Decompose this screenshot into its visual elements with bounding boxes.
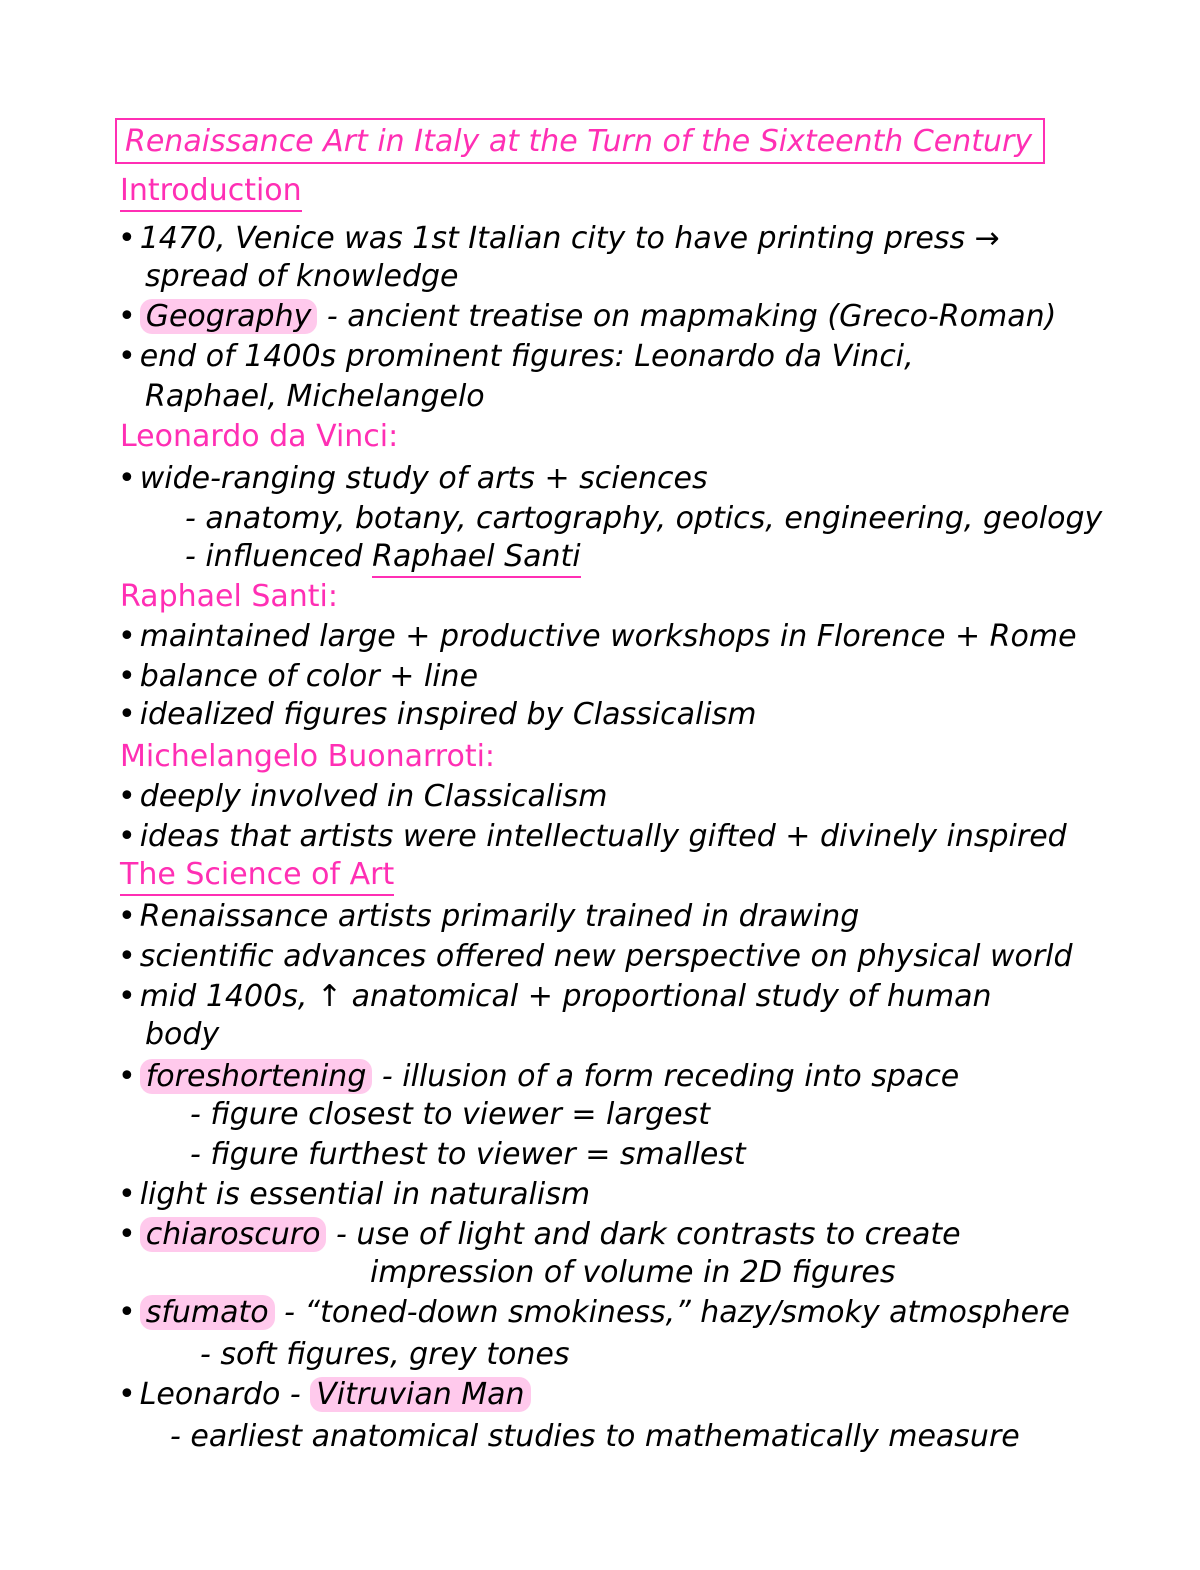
section-heading-science-of-art bbox=[120, 856, 394, 894]
note-line bbox=[118, 818, 1067, 856]
note-text: - figure closest to viewer = largest bbox=[190, 1097, 711, 1132]
note-line bbox=[118, 460, 708, 498]
note-text: mid 1400s, ↑ anatomical + proportional study of human bbox=[139, 979, 992, 1014]
note-line bbox=[145, 258, 459, 296]
bullet-icon: • bbox=[118, 1377, 136, 1412]
note-line bbox=[118, 1216, 961, 1254]
note-text: - illusion of a form receding into space bbox=[372, 1059, 960, 1094]
bullet-icon: • bbox=[118, 461, 136, 496]
note-text: - “toned-down smokiness,” hazy/smoky atmosphere bbox=[274, 1295, 1070, 1330]
bullet-icon: • bbox=[118, 939, 136, 974]
note-line bbox=[145, 378, 485, 416]
note-text: spread of knowledge bbox=[145, 259, 459, 294]
section-heading-introduction bbox=[120, 172, 302, 210]
heading-text: Michelangelo Buonarroti: bbox=[120, 739, 496, 774]
note-line bbox=[170, 1418, 1020, 1456]
page-title: Renaissance Art in Italy at the Turn of the Sixteenth Century bbox=[125, 124, 1033, 159]
highlighted-term: foreshortening bbox=[140, 1059, 373, 1094]
section-heading-michelangelo bbox=[120, 738, 495, 776]
note-line bbox=[118, 1376, 531, 1414]
bullet-icon: • bbox=[118, 697, 136, 732]
bullet-icon: • bbox=[118, 1059, 136, 1094]
note-text: maintained large + productive workshops in Florence + Rome bbox=[139, 619, 1077, 654]
heading-text: Raphael Santi: bbox=[120, 579, 338, 614]
bullet-icon: • bbox=[118, 1177, 136, 1212]
note-line bbox=[185, 538, 581, 576]
title-box bbox=[115, 118, 1045, 164]
bullet-icon: • bbox=[118, 779, 136, 814]
highlighted-term: chiaroscuro bbox=[140, 1217, 327, 1252]
note-line bbox=[190, 1096, 710, 1134]
note-line bbox=[118, 938, 1073, 976]
note-line bbox=[200, 1336, 569, 1374]
bullet-icon: • bbox=[118, 619, 136, 654]
note-text: Leonardo - bbox=[139, 1377, 311, 1412]
note-line bbox=[370, 1254, 895, 1292]
heading-text: The Science of Art bbox=[120, 857, 394, 896]
note-line bbox=[118, 696, 757, 734]
note-line bbox=[145, 1016, 219, 1054]
note-line bbox=[118, 1058, 959, 1096]
note-line bbox=[190, 1136, 746, 1174]
note-text: - anatomy, botany, cartography, optics, engineering, geology bbox=[185, 501, 1103, 536]
note-line bbox=[118, 1176, 590, 1214]
note-line bbox=[118, 898, 859, 936]
note-text: - earliest anatomical studies to mathematically measure bbox=[170, 1419, 1020, 1454]
note-line bbox=[118, 778, 607, 816]
bullet-icon: • bbox=[118, 979, 136, 1014]
note-text: light is essential in naturalism bbox=[139, 1177, 591, 1212]
bullet-icon: • bbox=[118, 299, 136, 334]
section-heading-raphael bbox=[120, 578, 338, 616]
note-line bbox=[118, 978, 991, 1016]
bullet-icon: • bbox=[118, 659, 136, 694]
note-text: ideas that artists were intellectually gifted + divinely inspired bbox=[139, 819, 1067, 854]
note-text: impression of volume in 2D figures bbox=[370, 1255, 896, 1290]
note-text: deeply involved in Classicalism bbox=[139, 779, 608, 814]
note-text: - soft figures, grey tones bbox=[200, 1337, 570, 1372]
underlined-name: Raphael Santi bbox=[372, 539, 581, 578]
highlighted-term: Vitruvian Man bbox=[310, 1377, 530, 1412]
note-line bbox=[118, 220, 1000, 258]
note-line bbox=[118, 338, 914, 376]
bullet-icon: • bbox=[118, 339, 136, 374]
section-heading-leonardo bbox=[120, 418, 398, 456]
heading-text: Introduction bbox=[120, 173, 302, 212]
note-text: wide-ranging study of arts + sciences bbox=[139, 461, 708, 496]
note-text: - use of light and dark contrasts to create bbox=[326, 1217, 961, 1252]
note-text: end of 1400s prominent figures: Leonardo da Vinci, bbox=[139, 339, 914, 374]
bullet-icon: • bbox=[118, 221, 136, 256]
note-text: body bbox=[145, 1017, 220, 1052]
bullet-icon: • bbox=[118, 899, 136, 934]
highlighted-term: sfumato bbox=[140, 1295, 275, 1330]
note-text: 1470, Venice was 1st Italian city to have printing press → bbox=[139, 221, 1000, 256]
note-line bbox=[118, 1294, 1070, 1332]
note-text: - ancient treatise on mapmaking (Greco-Roman) bbox=[317, 299, 1057, 334]
highlighted-term: Geography bbox=[140, 299, 318, 334]
heading-text: Leonardo da Vinci: bbox=[120, 419, 399, 454]
note-line bbox=[118, 298, 1056, 336]
bullet-icon: • bbox=[118, 819, 136, 854]
note-text: - influenced bbox=[185, 539, 373, 574]
note-text: Raphael, Michelangelo bbox=[145, 379, 485, 414]
note-line bbox=[118, 658, 478, 696]
note-line bbox=[185, 500, 1102, 538]
note-text: - figure furthest to viewer = smallest bbox=[190, 1137, 746, 1172]
bullet-icon: • bbox=[118, 1295, 136, 1330]
note-text: Renaissance artists primarily trained in drawing bbox=[139, 899, 860, 934]
note-text: balance of color + line bbox=[139, 659, 479, 694]
bullet-icon: • bbox=[118, 1217, 136, 1252]
note-text: idealized figures inspired by Classicalism bbox=[139, 697, 757, 732]
note-line bbox=[118, 618, 1077, 656]
note-text: scientific advances offered new perspective on physical world bbox=[139, 939, 1073, 974]
